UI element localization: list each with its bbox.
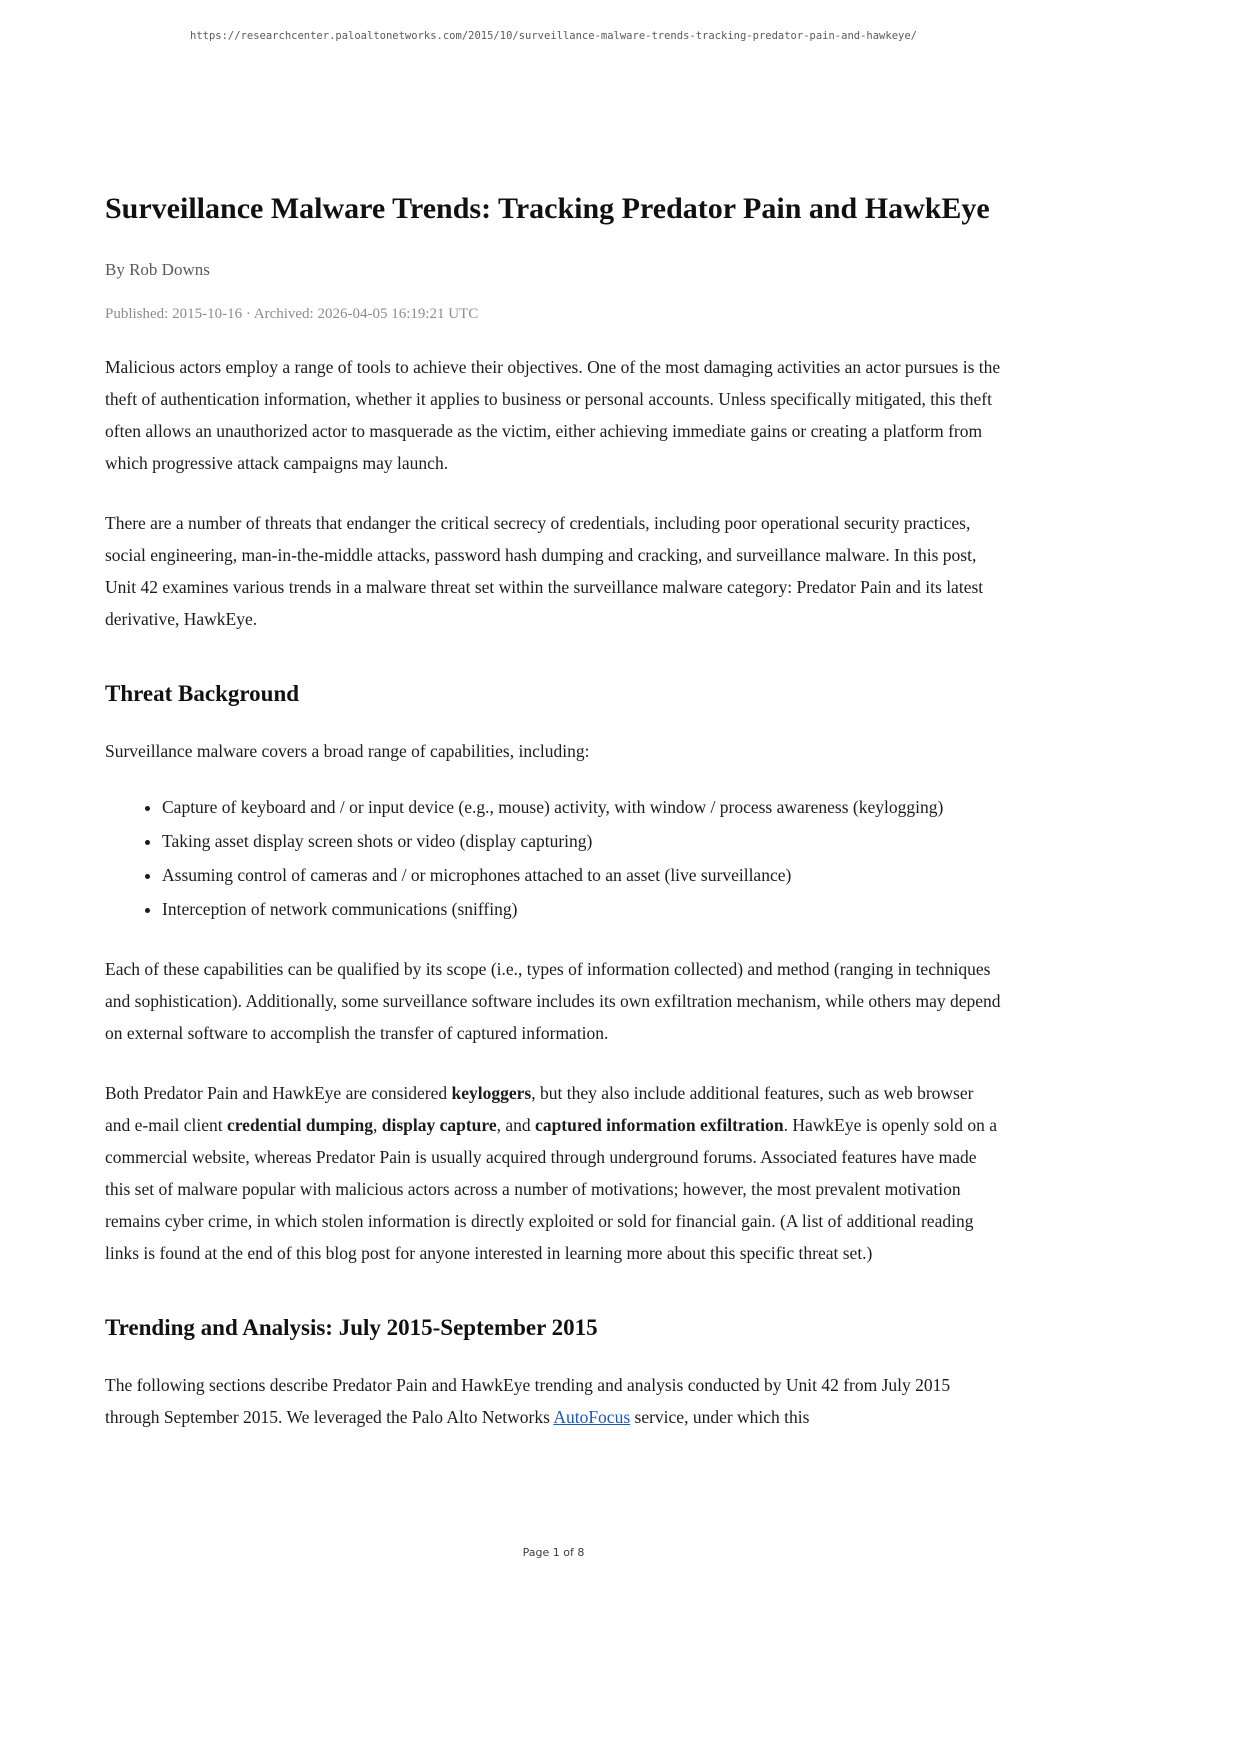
list-item: • Assuming control of cameras and / or microphones attached to an asset (live surveillance) bbox=[162, 859, 1002, 891]
intro-paragraph-1: Malicious actors employ a range of tools to achieve their objectives. One of the most damaging activities an actor pursues is the theft of authentication information, whether it applies to business or personal accounts. Unless specifically mitigated, this theft often allows an unauthorized actor to masquerade as the victim, either achieving immediate gains or creating a platform from which progressive attack campaigns may launch. bbox=[105, 357, 1001, 474]
intro-paragraph-2: There are a number of threats that endanger the critical secrecy of credentials, including poor operational security practices, social engineering, man-in-the-middle attacks, password hash dumping and cracking, and surveillance malware. In this post, Unit 42 examines various trends in a malware threat set within the surveillance malware category: Predator Pain and its latest derivative, HawkEye. bbox=[105, 513, 984, 630]
archive-url-header: https://researchcenter.paloaltonetworks.com/2015/10/surveillance-malware-trends-tracking-predator-pain-and-hawkeye/ bbox=[190, 30, 917, 42]
article-title: Surveillance Malware Trends: Tracking Predator Pain and HawkEye bbox=[105, 192, 990, 225]
article-meta: Published: 2015-10-16 · Archived: 2026-04-05 16:19:21 UTC bbox=[105, 306, 479, 322]
text-segment: service, under which this bbox=[630, 1407, 810, 1428]
text-segment: , but they also include additional features, such as web browser and e-mail client bbox=[105, 1083, 974, 1136]
text-segment: The following sections describe Predator Pain and HawkEye trending and analysis conducted by Unit 42 from July 2015 through September 2015. We leveraged the Palo Alto Networks bbox=[105, 1375, 951, 1428]
page-number: Page 1 of 8 bbox=[522, 1546, 585, 1559]
bold-text-display-capture: display capture bbox=[381, 1115, 497, 1136]
capabilities-qualifier-paragraph bbox=[105, 953, 1002, 1049]
section-heading-threat-background: Threat Background bbox=[105, 681, 300, 707]
list-item: • Capture of keyboard and / or input device (e.g., mouse) activity, with window / process awareness (keylogging) bbox=[162, 791, 1002, 823]
text-segment: Both Predator Pain and HawkEye are considered bbox=[105, 1083, 452, 1104]
trending-paragraph bbox=[105, 1369, 1002, 1433]
bold-text-credential-dumping: credential dumping bbox=[226, 1115, 373, 1136]
list-item: • Taking asset display screen shots or video (display capturing) bbox=[162, 825, 1002, 857]
section-heading-trending: Trending and Analysis: July 2015-September 2015 bbox=[105, 1315, 598, 1341]
text-segment: , bbox=[372, 1115, 382, 1136]
text-segment: Each of these capabilities can be qualified by its scope (i.e., types of information collected) and method (ranging in techniques and sophistication). Additionally, some surveillance software includes its own exfiltration mechanism, while others may depend on external software to accomplish the transfer of captured information. bbox=[105, 959, 1001, 1044]
text-segment: . HawkEye is openly sold on a commercial website, whereas Predator Pain is usually acquired through underground forums. Associated features have made this set of malware popular with malicious actors across a number of motivations; however, the most prevalent motivation remains cyber crime, in which stolen information is directly exploited or sold for financial gain. (A list of additional reading links is found at the end of this blog post for anyone interested in learning more about this specific threat set.) bbox=[105, 1115, 997, 1264]
capabilities-intro-paragraph: Surveillance malware covers a broad range of capabilities, including: bbox=[105, 741, 590, 762]
bold-text-captured-information-exfiltration: captured information exfiltration bbox=[535, 1115, 784, 1136]
bold-text-keyloggers: keyloggers bbox=[451, 1083, 532, 1104]
text-segment: , and bbox=[496, 1115, 536, 1136]
keyloggers-paragraph bbox=[105, 1077, 1002, 1269]
autofocus-link[interactable]: AutoFocus bbox=[553, 1407, 631, 1428]
list-item: • Interception of network communications (sniffing) bbox=[162, 893, 1002, 925]
article-byline: By Rob Downs bbox=[105, 260, 210, 279]
capabilities-list bbox=[105, 791, 1002, 925]
article bbox=[105, 0, 1002, 1433]
